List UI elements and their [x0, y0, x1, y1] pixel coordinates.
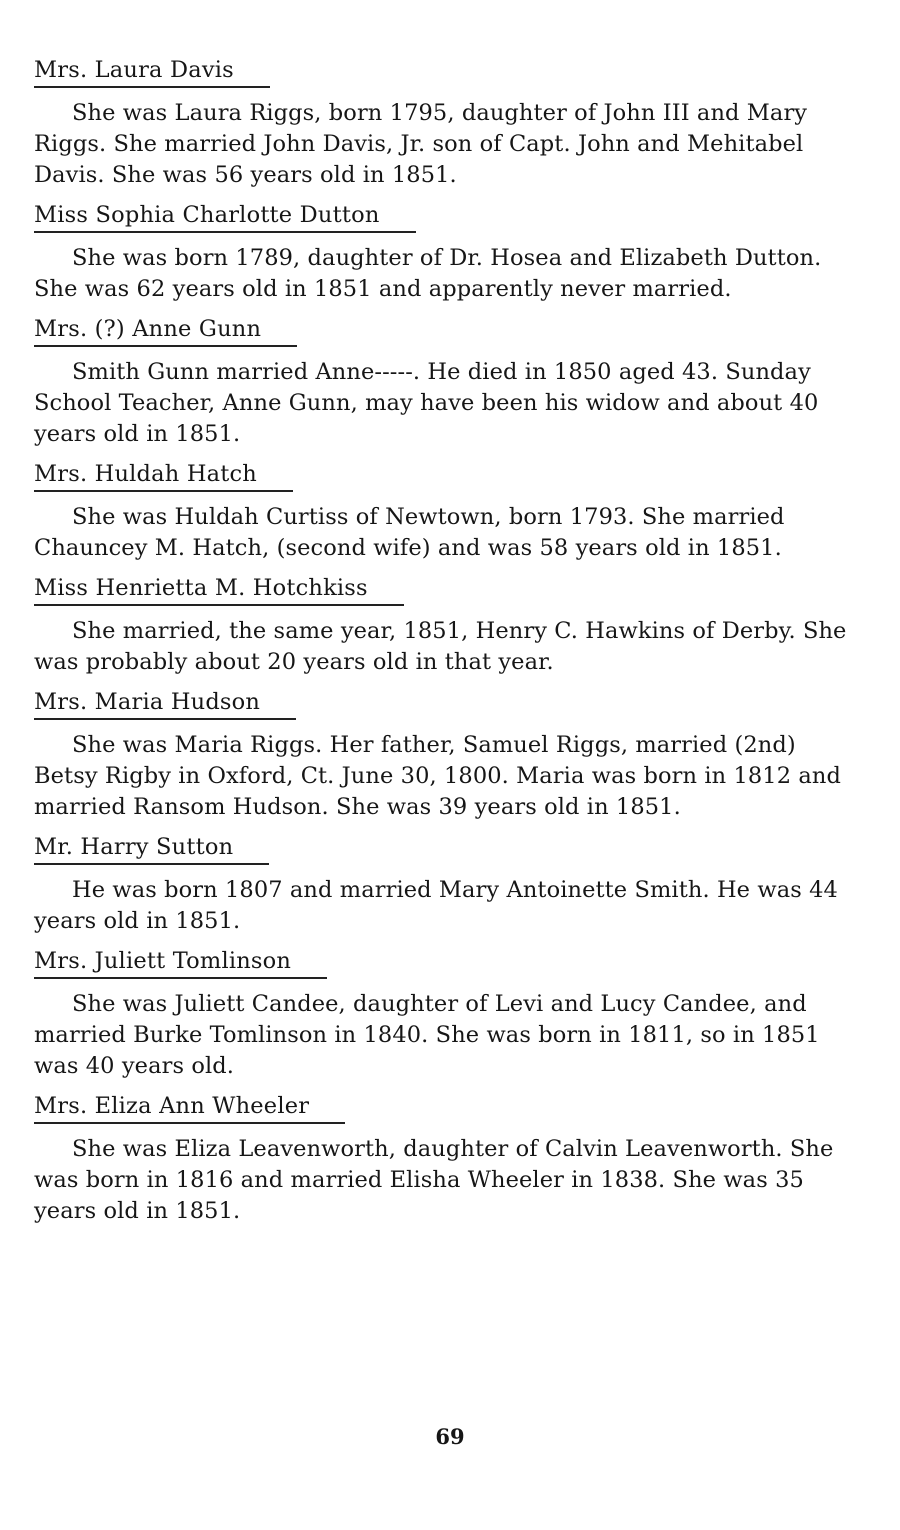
entry-text: She was Laura Riggs, born 1795, daughter of John III and Mary Riggs. She married John Davis, Jr. son of Capt. John and Mehitabel Davis. She was 56 years old in 1851. — [34, 100, 808, 188]
entry-hatch — [34, 460, 854, 564]
entry-dutton — [34, 201, 854, 305]
page-number: 69 — [435, 1424, 465, 1449]
entry-name: Mrs. Juliett Tomlinson — [34, 947, 327, 979]
entry-name: Mrs. Laura Davis — [34, 56, 270, 88]
entry-name: Miss Sophia Charlotte Dutton — [34, 201, 416, 233]
entry-name: Mrs. Eliza Ann Wheeler — [34, 1092, 345, 1124]
entry-gunn — [34, 315, 854, 450]
entry-text: He was born 1807 and married Mary Antoinette Smith. He was 44 years old in 1851. — [34, 877, 838, 934]
entry-tomlinson — [34, 947, 854, 1082]
entry-text: She was Juliett Candee, daughter of Levi and Lucy Candee, and married Burke Tomlinson in 1840. She was born in 1811, so in 1851 was 40 years old. — [34, 991, 820, 1079]
entry-name: Mrs. (?) Anne Gunn — [34, 315, 297, 347]
entry-text: She was Eliza Leavenworth, daughter of Calvin Leavenworth. She was born in 1816 and married Elisha Wheeler in 1838. She was 35 years old in 1851. — [34, 1136, 834, 1224]
entry-text: She was Huldah Curtiss of Newtown, born 1793. She married Chauncey M. Hatch, (second wife) and was 58 years old in 1851. — [34, 504, 785, 561]
entry-name: Miss Henrietta M. Hotchkiss — [34, 574, 404, 606]
entry-list — [34, 56, 854, 1237]
entry-text: She was born 1789, daughter of Dr. Hosea and Elizabeth Dutton. She was 62 years old in 1851 and apparently never married. — [34, 245, 822, 302]
entry-name: Mr. Harry Sutton — [34, 833, 269, 865]
entry-name: Mrs. Huldah Hatch — [34, 460, 293, 492]
entry-text: She was Maria Riggs. Her father, Samuel Riggs, married (2nd) Betsy Rigby in Oxford, Ct. June 30, 1800. Maria was born in 1812 and married Ransom Hudson. She was 39 years old in 1851. — [34, 732, 841, 820]
entry-sutton — [34, 833, 854, 937]
entry-hotchkiss — [34, 574, 854, 678]
entry-text: She married, the same year, 1851, Henry C. Hawkins of Derby. She was probably about 20 years old in that year. — [34, 618, 847, 675]
entry-hudson — [34, 688, 854, 823]
entry-text: Smith Gunn married Anne-----. He died in 1850 aged 43. Sunday School Teacher, Anne Gunn, may have been his widow and about 40 years old in 1851. — [34, 359, 819, 447]
entry-davis — [34, 56, 854, 191]
entry-wheeler — [34, 1092, 854, 1227]
entry-name: Mrs. Maria Hudson — [34, 688, 296, 720]
